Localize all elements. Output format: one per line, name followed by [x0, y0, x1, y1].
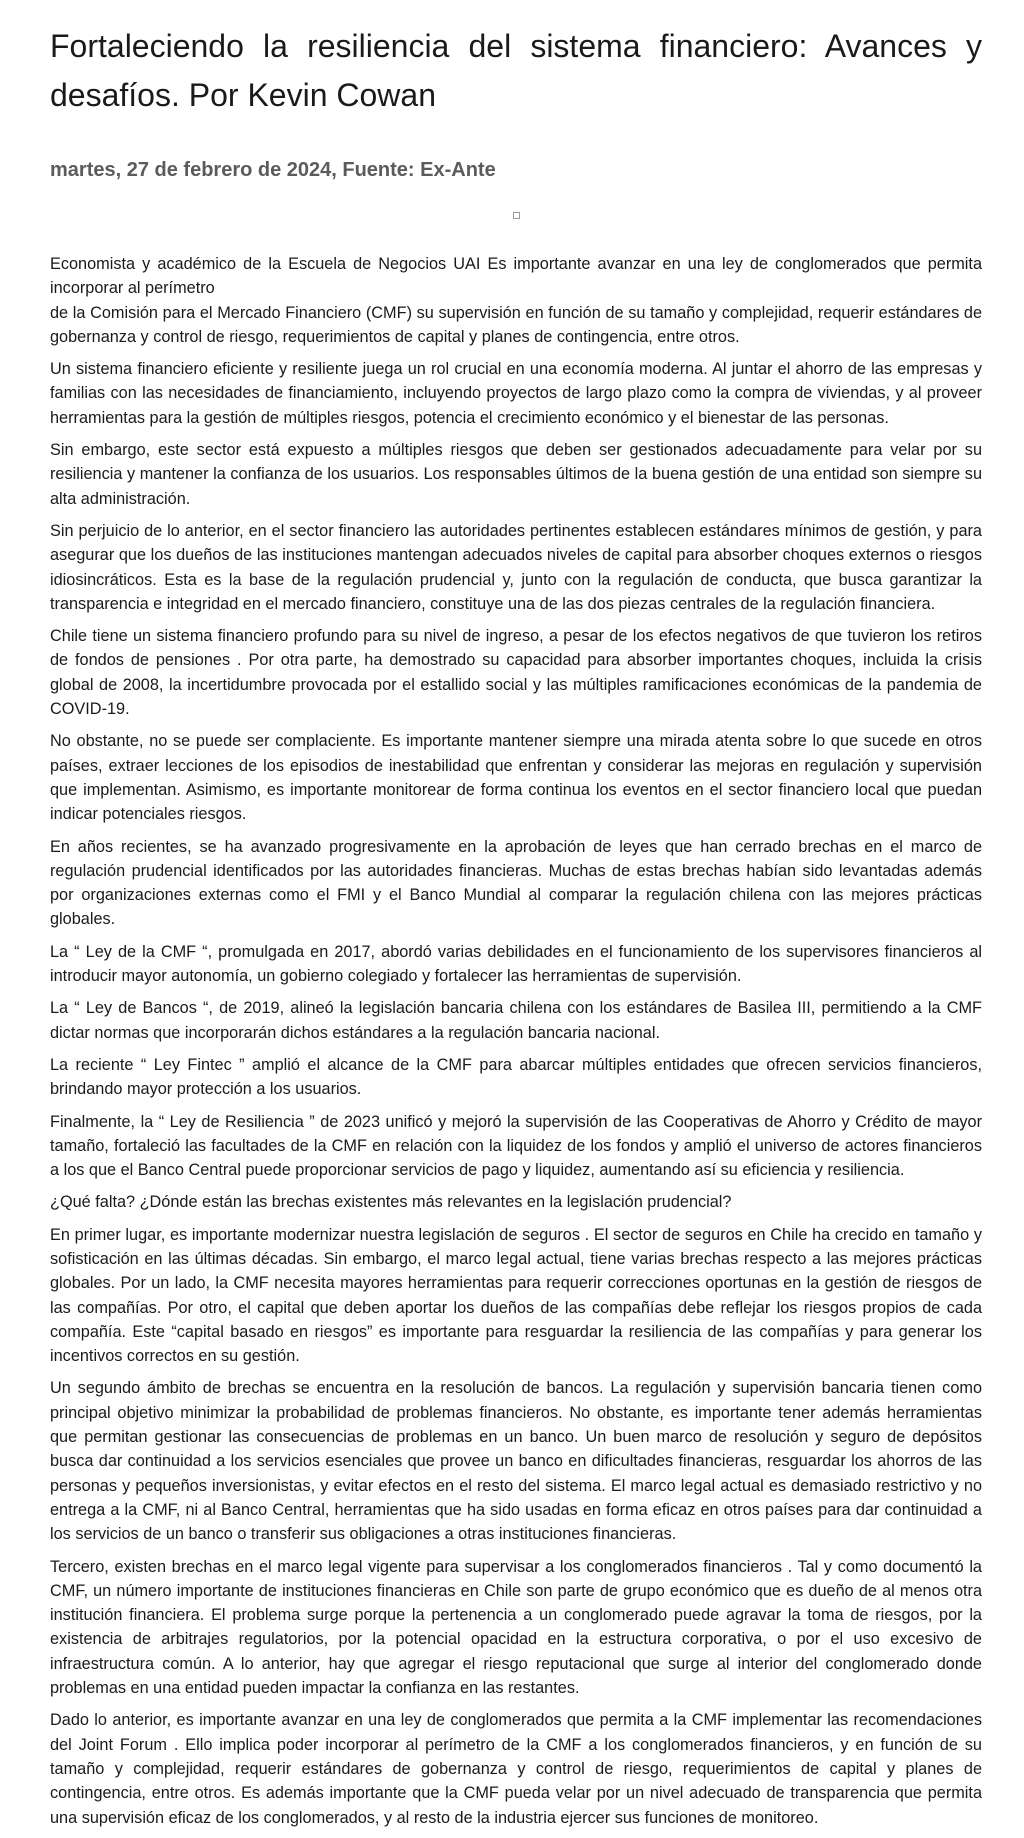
intro-line-2: de la Comisión para el Mercado Financiero (CMF) su supervisión en función de su tamaño y complejidad, requerir estándares de gobernanza y control de riesgo, requerimientos de capital y planes de contingencia, entre otros.: [50, 303, 982, 346]
paragraph: Dado lo anterior, es importante avanzar en una ley de conglomerados que permita a la CMF implementar las recomendaciones del Joint Forum . Ello implica poder incorporar al perímetro de la CMF a los conglomerados financieros, y en función de su tamaño y complejidad, requerir estándares de gobernanza y control de riesgo, requerimientos de capital y planes de contingencia, entre otros. Es además importante que la CMF pueda velar por un nivel adecuado de transparencia que permita una supervisión eficaz de los conglomerados, y al resto de la industria ejercer sus funciones de monitoreo.: [50, 1711, 982, 1827]
article-meta: martes, 27 de febrero de 2024, Fuente: Ex-Ante: [50, 159, 496, 181]
intro-paragraph: [50, 252, 982, 349]
paragraph: Sin embargo, este sector está expuesto a múltiples riesgos que deben ser gestionados adecuadamente para velar por su resiliencia y mantener la confianza de los usuarios. Los responsables últimos de la buena gestión de una entidad son siempre su alta administración.: [50, 441, 982, 508]
article-body: [50, 252, 982, 1830]
paragraph: Sin perjuicio de lo anterior, en el sector financiero las autoridades pertinentes establecen estándares mínimos de gestión, y para asegurar que los dueños de las instituciones mantengan adecuados niveles de capital para absorber choques externos o riesgos idiosincráticos. Esta es la base de la regulación prudencial y, junto con la regulación de conducta, que busca garantizar la transparencia e integridad en el mercado financiero, constituye una de las dos piezas centrales de la regulación financiera.: [50, 521, 982, 613]
article-title: Fortaleciendo la resiliencia del sistema financiero: Avances y desafíos. Por Kevin Cowan: [50, 28, 982, 113]
paragraph: No obstante, no se puede ser complaciente. Es importante mantener siempre una mirada atenta sobre lo que sucede en otros países, extraer lecciones de los episodios de inestabilidad que enfrentan y considerar las mejoras en regulación y supervisión que implementan. Asimismo, es importante monitorear de forma continua los eventos en el sector financiero local que puedan indicar potenciales riesgos.: [50, 732, 982, 824]
intro-line-1: Economista y académico de la Escuela de Negocios UAI Es importante avanzar en una ley de conglomerados que permita incorporar al perímetro: [50, 255, 982, 298]
paragraph: La “ Ley de la CMF “, promulgada en 2017, abordó varias debilidades en el funcionamiento de los supervisores financieros al introducir mayor autonomía, un gobierno colegiado y fortalecer las herramientas de supervisión.: [50, 942, 982, 986]
paragraph: En años recientes, se ha avanzado progresivamente en la aprobación de leyes que han cerrado brechas en el marco de regulación prudencial identificados por las autoridades financieras. Muchas de estas brechas habían sido levantadas además por organizaciones externas como el FMI y el Banco Mundial al comparar la regulación chilena con las mejores prácticas globales.: [50, 837, 982, 929]
paragraph: ¿Qué falta? ¿Dónde están las brechas existentes más relevantes en la legislación prudencial?: [50, 1193, 732, 1212]
paragraph: Chile tiene un sistema financiero profundo para su nivel de ingreso, a pesar de los efectos negativos de que tuvieron los retiros de fondos de pensiones . Por otra parte, ha demostrado su capacidad para absorber importantes choques, incluida la crisis global de 2008, la incertidumbre provocada por el estallido social y las múltiples ramificaciones económicas de la pandemia de COVID-19.: [50, 627, 982, 719]
paragraph: La reciente “ Ley Fintec ” amplió el alcance de la CMF para abarcar múltiples entidades que ofrecen servicios financieros, brindando mayor protección a los usuarios.: [50, 1055, 982, 1099]
article: [50, 22, 982, 1838]
paragraph: Un sistema financiero eficiente y resiliente juega un rol crucial en una economía moderna. Al juntar el ahorro de las empresas y familias con las necesidades de financiamiento, incluyendo proyectos de largo plazo como la compra de viviendas, y al proveer herramientas para la gestión de múltiples riesgos, potencia el crecimiento económico y el bienestar de las personas.: [50, 360, 982, 427]
broken-image-icon: [513, 212, 520, 219]
paragraph: La “ Ley de Bancos “, de 2019, alineó la legislación bancaria chilena con los estándares de Basilea III, permitiendo a la CMF dictar normas que incorporarán dichos estándares a la regulación bancaria nacional.: [50, 999, 982, 1042]
paragraph: Tercero, existen brechas en el marco legal vigente para supervisar a los conglomerados financieros . Tal y como documentó la CMF, un número importante de instituciones financieras en Chile son parte de grupo económico que es dueño de al menos otra institución financiera. El problema surge porque la pertenencia a un conglomerado puede agravar la toma de riesgos, por la existencia de arbitrajes regulatorios, por la potencial opacidad en la estructura corporativa, o por el uso excesivo de infraestructura común. A lo anterior, hay que agregar el riesgo reputacional que surge al interior del conglomerado donde problemas en una entidad pueden impactar la confianza en las restantes.: [50, 1557, 982, 1698]
paragraph: En primer lugar, es importante modernizar nuestra legislación de seguros . El sector de seguros en Chile ha crecido en tamaño y sofisticación en las últimas décadas. Sin embargo, el marco legal actual, tiene varias brechas respecto a las mejores prácticas globales. Por un lado, la CMF necesita mayores herramientas para requerir correcciones oportunas en la gestión de riesgos de las compañías. Por otro, el capital que deben aportar los dueños de las compañías debe reflejar los riesgos propios de cada compañía. Este “capital basado en riesgos” es importante para resguardar la resiliencia de las compañías y para generar los incentivos correctos en su gestión.: [50, 1225, 982, 1366]
paragraph: Finalmente, la “ Ley de Resiliencia ” de 2023 unificó y mejoró la supervisión de las Cooperativas de Ahorro y Crédito de mayor tamaño, fortaleció las facultades de la CMF en relación con la liquidez de los fondos y amplió el universo de actores financieros a los que el Banco Central puede proporcionar servicios de pago y liquidez, aumentando así su eficiencia y resiliencia.: [50, 1112, 982, 1180]
paragraph: Un segundo ámbito de brechas se encuentra en la resolución de bancos. La regulación y supervisión bancaria tienen como principal objetivo minimizar la probabilidad de problemas financieros. No obstante, es importante tener además herramientas que permitan gestionar las consecuencias de problemas en un banco. Un buen marco de resolución y seguro de depósitos busca dar continuidad a los servicios esenciales que provee un banco en dificultades financieras, resguardar los ahorros de las personas y pequeños inversionistas, y evitar efectos en el resto del sistema. El marco legal actual es demasiado restrictivo y no entrega a la CMF, ni al Banco Central, herramientas que ha sido usadas en forma eficaz en otros países para dar continuidad a los servicios de un banco o transferir sus obligaciones a otras instituciones financieras.: [50, 1379, 982, 1544]
